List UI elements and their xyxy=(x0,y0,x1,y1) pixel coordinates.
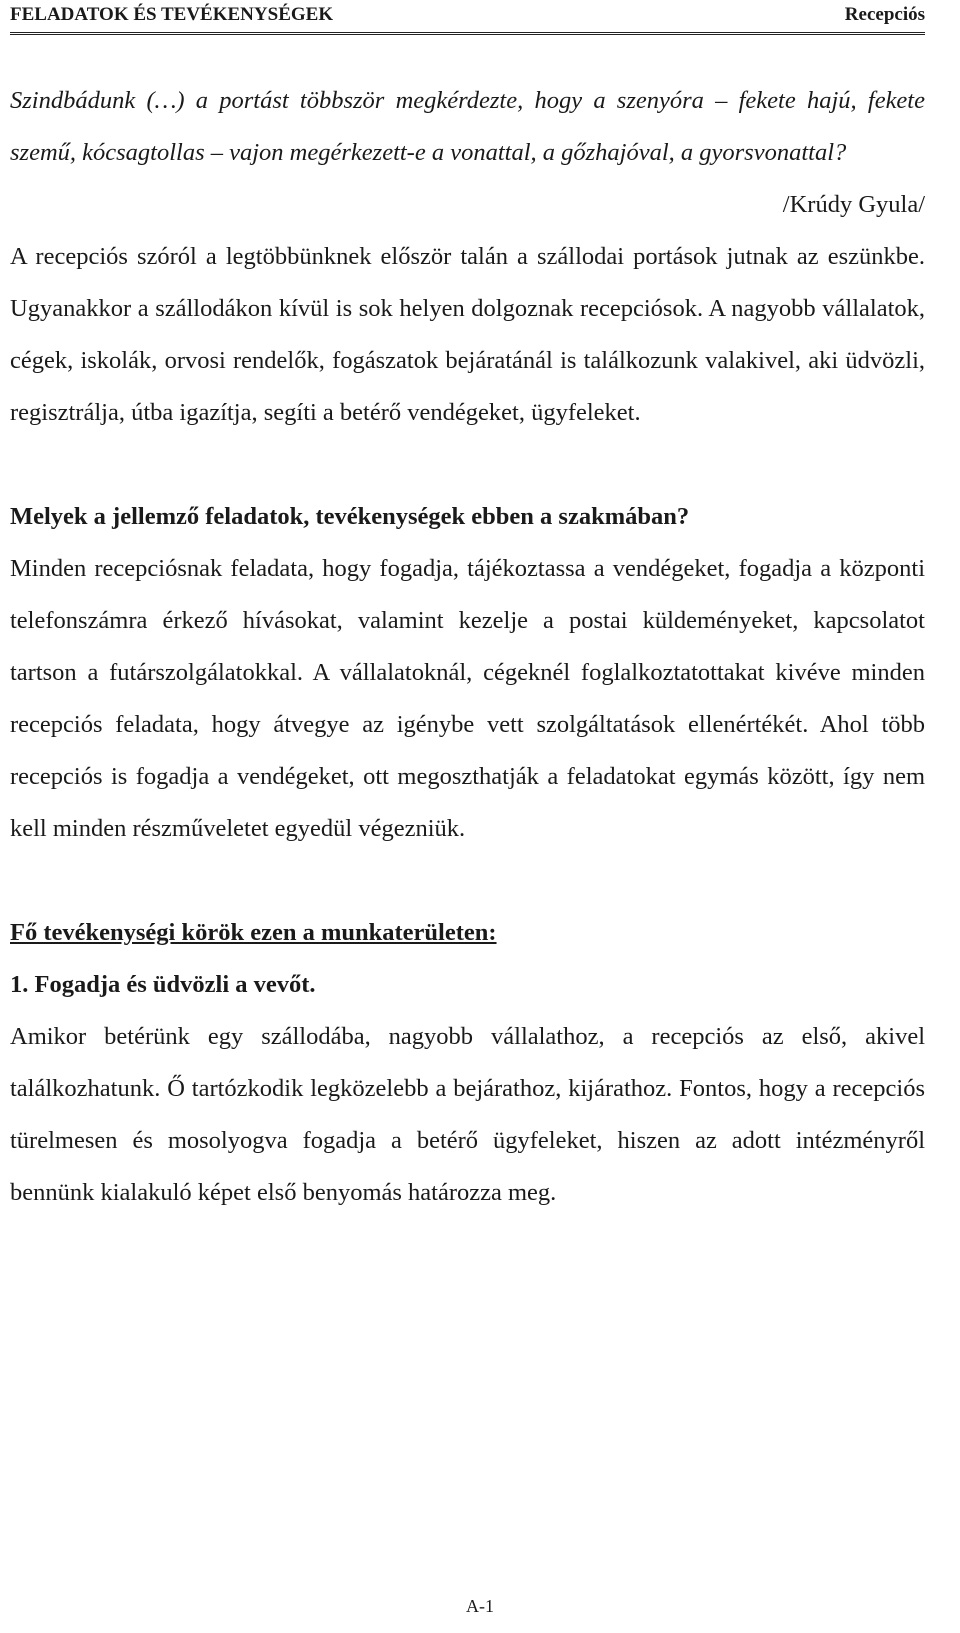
spacer xyxy=(10,855,925,907)
epigraph-attribution: /Krúdy Gyula/ xyxy=(782,191,925,218)
tasks-paragraph: Minden recepciósnak feladata, hogy fogadja, tájékoztassa a vendégeket, fogadja a központi telefonszámra érkező hívásokat, valamint kezelje a postai küldeményeket, kapcsolatot tartson a futárszolgálatokkal. A vállalatoknál, cégeknél foglalkoztatottakat kivéve minden recepciós feladata, hogy átvegye az igénybe vett szolgáltatások ellenértékét. Ahol több recepciós is fogadja a vendégeket, ott megoszthatják a feladatokat egymás között, így nem kell minden részműveletet egyedül végezniük. xyxy=(10,555,925,842)
section-heading-main-activities: Fő tevékenységi körök ezen a munkaterületen: xyxy=(10,919,497,946)
section-heading-tasks: Melyek a jellemző feladatok, tevékenységek ebben a szakmában? xyxy=(10,503,690,530)
activity-item-paragraph: Amikor betérünk egy szállodába, nagyobb vállalathoz, a recepciós az első, akivel találkozhatunk. Ő tartózkodik legközelebb a bejárathoz, kijárathoz. Fontos, hogy a recepciós türelmesen és mosolyogva fogadja a betérő ügyfeleket, hiszen az adott intézményről bennünk kialakuló képet első benyomás határozza meg. xyxy=(10,1023,925,1206)
spacer xyxy=(10,439,925,491)
header-section-title: Recepciós xyxy=(844,4,925,25)
activity-item-title: 1. Fogadja és üdvözli a vevőt. xyxy=(10,971,316,998)
header-chapter-title: FELADATOK ÉS TEVÉKENYSÉGEK xyxy=(10,4,334,25)
page-content xyxy=(10,75,925,1219)
intro-paragraph: A recepciós szóról a legtöbbünknek először talán a szállodai portások jutnak az eszünkbe. Ugyanakkor a szállodákon kívül is sok helyen dolgoznak recepciósok. A nagyobb vállalatok, cégek, iskolák, orvosi rendelők, fogászatok bejáratánál is találkozunk valakivel, aki üdvözli, regisztrálja, útba igazítja, segíti a betérő vendégeket, ügyfeleket. xyxy=(10,243,925,426)
epigraph-quote: Szindbádunk (…) a portást többször megkérdezte, hogy a szenyóra – fekete hajú, fekete szemű, kócsagtollas – vajon megérkezett-e a vonattal, a gőzhajóval, a gyorsvonattal? xyxy=(10,87,925,166)
page-number: A-1 xyxy=(466,1596,494,1616)
page-header xyxy=(10,0,925,35)
